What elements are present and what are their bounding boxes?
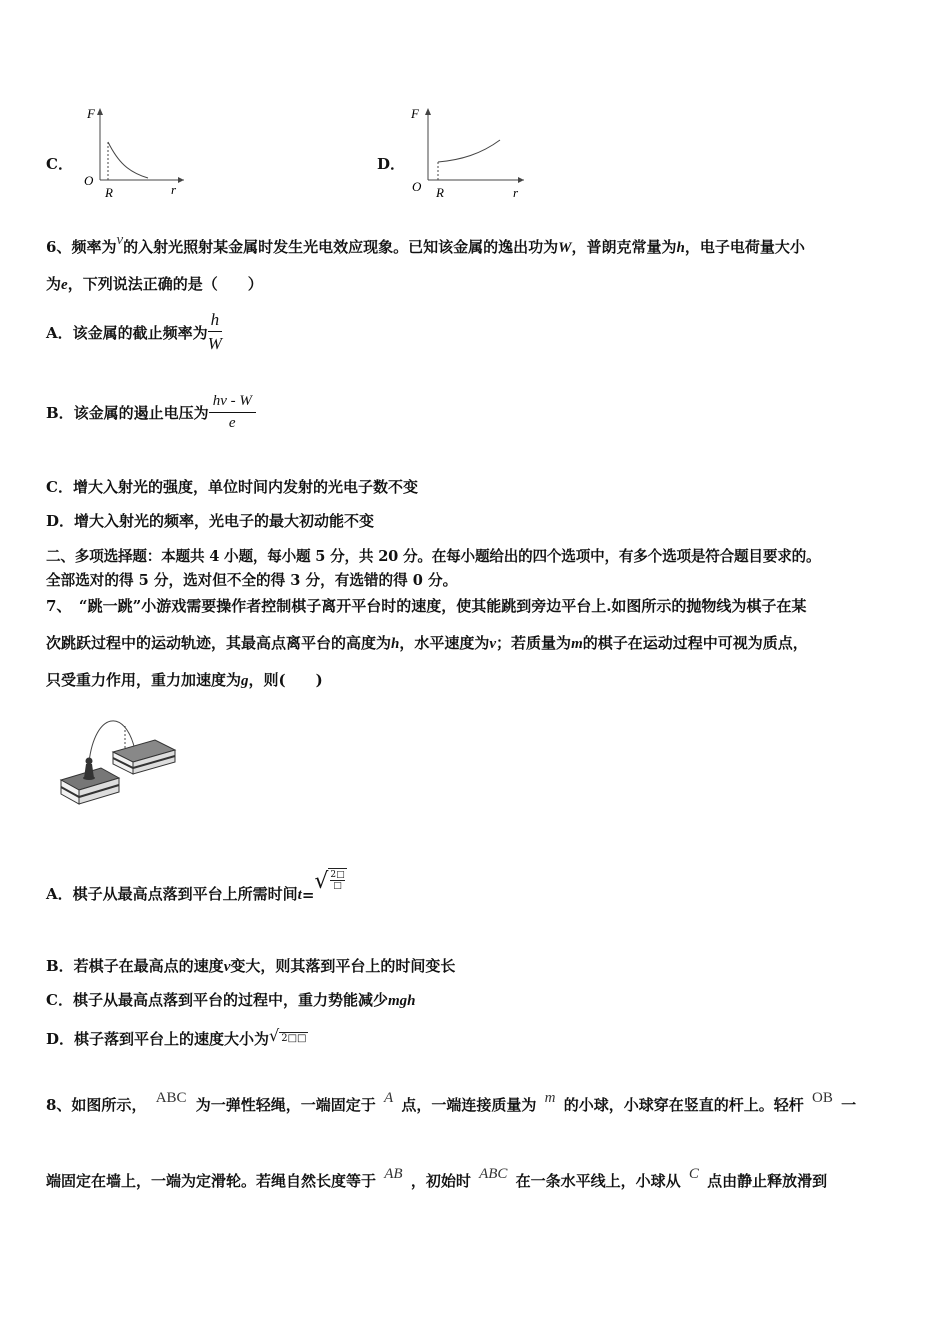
- q7-option-b: B．若棋子在最高点的速度v变大，则其落到平台上的时间变长: [46, 957, 456, 975]
- graph-d-origin: O: [412, 179, 422, 194]
- q7-option-c: C．棋子从最高点落到平台的过程中，重力势能减少mgh: [46, 991, 416, 1009]
- sqrt-expression-speed: √ 2□□: [269, 1026, 307, 1045]
- jump-game-illustration: [55, 712, 185, 812]
- graph-c-f-vs-r: [78, 102, 188, 202]
- section2-heading-line2: 全部选对的得 5 分，选对但不全的得 3 分，有选错的得 0 分。: [46, 572, 458, 589]
- graph-c-x-label: r: [171, 182, 177, 197]
- q6-option-d: D．增大入射光的频率，光电子的最大初动能不变: [46, 512, 375, 530]
- graph-d-y-label: F: [411, 106, 419, 121]
- q7-line3: 只受重力作用，重力加速度为g，则( ): [46, 671, 323, 689]
- graph-c-y-label: F: [87, 106, 95, 121]
- q6-number: 6、: [46, 238, 72, 256]
- graph-c-origin: O: [84, 173, 94, 188]
- q6-option-a: A．该金属的截止频率为 $\frac{h}{W}$: [46, 310, 222, 353]
- symbol-nu: ν: [116, 232, 124, 248]
- graph-d-x-label: r: [513, 185, 519, 200]
- q7-line2: 次跳跃过程中的运动轨迹，其最高点离平台的高度为h，水平速度为v；若质量为m的棋子在运动过程中可视为质点，: [46, 634, 808, 652]
- q8-line2: 端固定在墙上，一端为定滑轮。若绳自然长度等于 AB ，初始时 ABC 在一条水平线上，小球从 C 点由静止释放滑到: [46, 1166, 828, 1190]
- sqrt-expression-time: √ 2□ □: [314, 869, 345, 894]
- option-d-label: D．: [377, 155, 406, 173]
- q6-line1: 6、频率为ν的入射光照射某金属时发生光电效应现象。已知该金属的逸出功为W，普朗克常量为h，电子电荷量大小: [46, 232, 805, 256]
- q7-line1: 7、 “跳一跳”小游戏需要操作者控制棋子离开平台时的速度，使其能跳到旁边平台上.如图所示的抛物线为棋子在某: [46, 597, 807, 615]
- q6-line2: 为e，下列说法正确的是（ ）: [46, 275, 263, 293]
- q6-option-b: B．该金属的遏止电压为 $\frac{h\nu - W}{e}$: [46, 393, 256, 432]
- option-c-label: C．: [46, 155, 73, 173]
- graph-d-f-vs-r: [406, 102, 531, 202]
- q6-option-c: C．增大入射光的强度，单位时间内发射的光电子数不变: [46, 478, 418, 496]
- section2-heading-line1: 二、多项选择题：本题共 4 小题，每小题 5 分，共 20 分。在每小题给出的四个选项中，有多个选项是符合题目要求的。: [46, 548, 821, 565]
- q7-option-a: A．棋子从最高点落到平台上所需时间 t = √ 2□ □: [46, 869, 345, 904]
- q8-line1: 8、如图所示， ABC 为一弹性轻绳，一端固定于 A 点，一端连接质量为 m 的小球，小球穿在竖直的杆上。轻杆 OB 一: [46, 1090, 857, 1114]
- fraction-stopping-voltage: $\frac{h\nu - W}{e}$: [209, 393, 256, 432]
- q7-option-d: D．棋子落到平台上的速度大小为 √ 2□□: [46, 1026, 307, 1048]
- graph-d-r-mark: R: [436, 185, 444, 200]
- graph-c-r-mark: R: [105, 185, 113, 200]
- fraction-h-over-w: $\frac{h}{W}$: [207, 310, 222, 353]
